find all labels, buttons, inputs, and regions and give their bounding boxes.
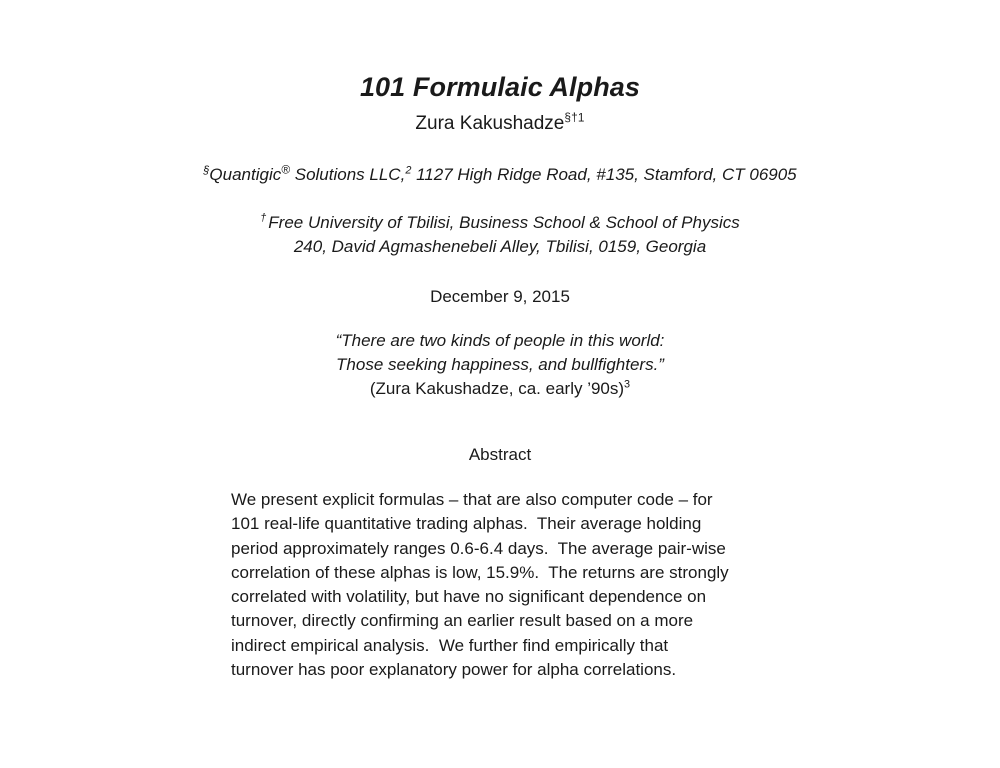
abstract-line: turnover, directly confirming an earlier result based on a more bbox=[231, 611, 694, 631]
affiliation-organization-suffix: Solutions LLC, bbox=[290, 165, 406, 184]
author-name: Zura Kakushadze bbox=[415, 113, 565, 134]
affiliation-secondary-institution: Free University of Tbilisi, Business School & School of Physics bbox=[268, 213, 740, 232]
abstract-line: correlated with volatility, but have no significant dependence on bbox=[231, 587, 707, 607]
affiliation-secondary-address: 240, David Agmashenebeli Alley, Tbilisi, 0159, Georgia bbox=[293, 237, 707, 256]
affiliation-footnote-marker: 2 bbox=[405, 164, 412, 177]
publication-date: December 9, 2015 bbox=[430, 287, 570, 306]
abstract-heading: Abstract bbox=[468, 445, 532, 464]
registered-trademark-icon: ® bbox=[281, 162, 291, 177]
author-line bbox=[0, 112, 1000, 136]
affiliation-address: 1127 High Ridge Road, #135, Stamford, CT 06905 bbox=[411, 165, 797, 184]
epigraph bbox=[0, 329, 1000, 401]
abstract-line: correlation of these alphas is low, 15.9%. The returns are strongly bbox=[231, 562, 729, 582]
epigraph-quote-line-1: “There are two kinds of people in this world: bbox=[335, 331, 665, 350]
epigraph-footnote-marker: 3 bbox=[624, 378, 631, 391]
epigraph-quote-line-2: Those seeking happiness, and bullfighters.” bbox=[336, 355, 664, 374]
affiliation-organization: Quantigic bbox=[209, 165, 282, 184]
abstract-line: 101 real-life quantitative trading alphas. Their average holding bbox=[231, 514, 702, 534]
epigraph-attribution bbox=[0, 377, 1000, 401]
abstract-line: period approximately ranges 0.6-6.4 days. The average pair-wise bbox=[231, 538, 726, 558]
abstract-line: indirect empirical analysis. We further find empirically that bbox=[231, 635, 669, 655]
epigraph-attribution-text: (Zura Kakushadze, ca. early ’90s) bbox=[369, 379, 625, 398]
author-affiliation-markers: §†1 bbox=[564, 111, 585, 125]
affiliation-marker-section: § bbox=[203, 164, 210, 177]
abstract-body bbox=[231, 488, 779, 682]
affiliation-marker-dagger: † bbox=[260, 212, 267, 225]
abstract-line: We present explicit formulas – that are also computer code – for bbox=[231, 490, 713, 509]
abstract-line: turnover has poor explanatory power for alpha correlations. bbox=[231, 660, 677, 680]
affiliation-secondary-line-1 bbox=[0, 211, 1000, 235]
page-title: 101 Formulaic Alphas bbox=[359, 72, 641, 103]
affiliation-secondary bbox=[0, 211, 1000, 259]
affiliation-primary bbox=[0, 163, 1000, 187]
